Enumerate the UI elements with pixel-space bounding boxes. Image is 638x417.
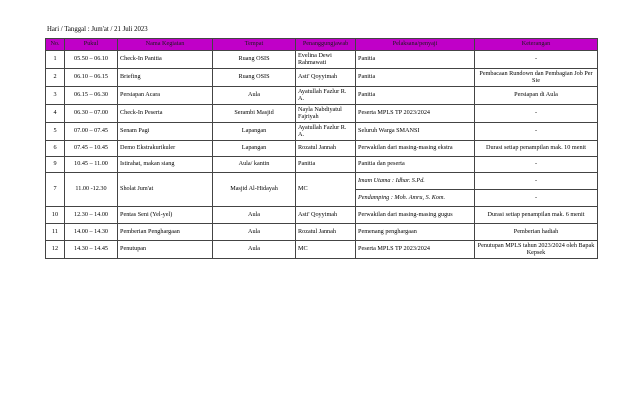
table-row <box>46 87 598 105</box>
cell-exec: Pendamping : Moh. Amru, S. Kom. <box>356 190 475 207</box>
cell-time: 06.15 – 06.30 <box>65 87 118 105</box>
cell-note: Persiapan di Aula <box>475 87 598 105</box>
table-row <box>46 51 598 69</box>
cell-exec: Panitia <box>356 69 475 87</box>
cell-activity: Check-In Panitia <box>118 51 213 69</box>
cell-no: 9 <box>46 157 65 173</box>
cell-no: 5 <box>46 123 65 141</box>
cell-time: 14.00 – 14.30 <box>65 224 118 241</box>
header-no: No. <box>46 39 65 51</box>
cell-exec: Perwakilan dari masing-masing ekstra <box>356 141 475 157</box>
cell-pic: Evelina Dewi Rahmawati <box>296 51 356 69</box>
cell-place: Masjid Al-Hidayah <box>213 173 296 207</box>
cell-pic: Asti' Qoyyimah <box>296 207 356 224</box>
schedule-table <box>45 38 598 259</box>
cell-exec: Panitia <box>356 87 475 105</box>
cell-activity: Pemberian Penghargaan <box>118 224 213 241</box>
cell-pic: Asti' Qoyyimah <box>296 69 356 87</box>
cell-pic: Panitia <box>296 157 356 173</box>
cell-exec: Perwakilan dari masing-masing gugus <box>356 207 475 224</box>
table-row <box>46 241 598 259</box>
cell-note: - <box>475 105 598 123</box>
table-row <box>46 173 598 190</box>
cell-pic: Rozatul Jannah <box>296 141 356 157</box>
cell-note: Pemberian hadiah <box>475 224 598 241</box>
table-row <box>46 207 598 224</box>
cell-no: 4 <box>46 105 65 123</box>
header-note: Keterangan <box>475 39 598 51</box>
cell-exec: Peserta MPLS TP 2023/2024 <box>356 105 475 123</box>
cell-no: 7 <box>46 173 65 207</box>
table-row <box>46 157 598 173</box>
cell-pic: MC <box>296 173 356 207</box>
cell-time: 14.30 – 14.45 <box>65 241 118 259</box>
cell-time: 07.00 – 07.45 <box>65 123 118 141</box>
cell-pic: Ayatullah Fazlur R. A. <box>296 123 356 141</box>
cell-place: Ruang OSIS <box>213 51 296 69</box>
cell-note: - <box>475 157 598 173</box>
table-row <box>46 69 598 87</box>
cell-activity: Istirahat, makan siang <box>118 157 213 173</box>
cell-activity: Persiapan Acara <box>118 87 213 105</box>
header-pic: Penanggungjawab <box>296 39 356 51</box>
cell-place: Aula <box>213 87 296 105</box>
cell-exec: Seluruh Warga SMANSI <box>356 123 475 141</box>
cell-no: 3 <box>46 87 65 105</box>
cell-place: Aula <box>213 207 296 224</box>
table-row <box>46 105 598 123</box>
cell-pic: Rozatul Jannah <box>296 224 356 241</box>
cell-time: 05.50 – 06.10 <box>65 51 118 69</box>
table-row <box>46 141 598 157</box>
cell-no: 10 <box>46 207 65 224</box>
cell-no: 6 <box>46 141 65 157</box>
cell-place: Serambi Masjid <box>213 105 296 123</box>
cell-no: 1 <box>46 51 65 69</box>
cell-note: - <box>475 190 598 207</box>
cell-note: Durasi setiap penampilan mak. 6 menit <box>475 207 598 224</box>
cell-time: 06.30 – 07.00 <box>65 105 118 123</box>
cell-activity: Demo Ekstrakurikuler <box>118 141 213 157</box>
table-row <box>46 123 598 141</box>
header-exec: Pelaksana/penyaji <box>356 39 475 51</box>
cell-activity: Pentas Seni (Yel-yel) <box>118 207 213 224</box>
cell-no: 12 <box>46 241 65 259</box>
cell-place: Aula/ kantin <box>213 157 296 173</box>
cell-time: 06.10 – 06.15 <box>65 69 118 87</box>
cell-note: - <box>475 123 598 141</box>
cell-time: 12.30 – 14.00 <box>65 207 118 224</box>
header-place: Tempat <box>213 39 296 51</box>
cell-pic: Nayla Nabdiyatul Fajriyah <box>296 105 356 123</box>
cell-note: Pembacaan Rundown dan Pembagian Job Per Sie <box>475 69 598 87</box>
cell-place: Ruang OSIS <box>213 69 296 87</box>
cell-exec: Panitia <box>356 51 475 69</box>
cell-place: Lapangan <box>213 141 296 157</box>
date-line: Hari / Tanggal : Jum'at / 21 Juli 2023 <box>47 26 148 33</box>
header-activity: Nama Kegiatan <box>118 39 213 51</box>
cell-time: 07.45 – 10.45 <box>65 141 118 157</box>
cell-note: Durasi setiap penampilan mak. 10 menit <box>475 141 598 157</box>
cell-exec: Peserta MPLS TP 2023/2024 <box>356 241 475 259</box>
cell-pic: MC <box>296 241 356 259</box>
cell-no: 11 <box>46 224 65 241</box>
cell-activity: Penutupan <box>118 241 213 259</box>
cell-time: 11.00 -12.30 <box>65 173 118 207</box>
cell-activity: Senam Pagi <box>118 123 213 141</box>
cell-activity: Sholat Jum'at <box>118 173 213 207</box>
cell-activity: Check-In Peserta <box>118 105 213 123</box>
cell-place: Aula <box>213 224 296 241</box>
cell-no: 2 <box>46 69 65 87</box>
cell-exec: Pemenang penghargaan <box>356 224 475 241</box>
cell-note: - <box>475 51 598 69</box>
cell-place: Aula <box>213 241 296 259</box>
cell-exec: Panitia dan peserta <box>356 157 475 173</box>
cell-note: - <box>475 173 598 190</box>
cell-pic: Ayatullah Fazlur R. A. <box>296 87 356 105</box>
cell-activity: Briefing <box>118 69 213 87</box>
cell-time: 10.45 – 11.00 <box>65 157 118 173</box>
cell-place: Lapangan <box>213 123 296 141</box>
header-row <box>46 39 598 51</box>
header-time: Pukul <box>65 39 118 51</box>
cell-exec: Imam Utama : Idhar. S.Pd. <box>356 173 475 190</box>
cell-note: Penutupan MPLS tahun 2023/2024 oleh Bapak Kepsek <box>475 241 598 259</box>
table-row <box>46 224 598 241</box>
